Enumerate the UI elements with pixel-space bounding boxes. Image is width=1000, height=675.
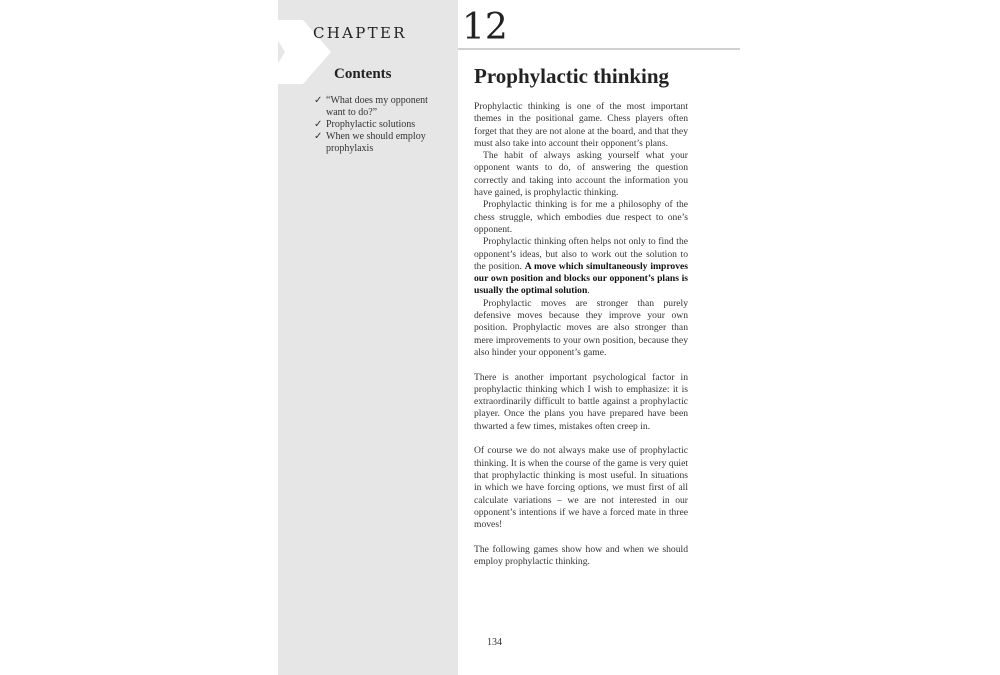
paragraph: Of course we do not always make use of prophylactic thinking. It is when the course of the game is very quiet that prophylactic thinking is most useful. In situations in which we have forcing options, we must first of all calculate variations – we are not interested in our opponent’s intentions if we have a forced mate in three moves! bbox=[474, 445, 688, 531]
contents-list bbox=[314, 95, 444, 155]
bold-emphasis: A move which simultaneously improves our own position and blocks our opponent’s plans is usually the optimal solution bbox=[474, 260, 688, 297]
paragraph: Prophylactic moves are stronger than purely defensive moves because they improve your own position. Prophylactic moves are also stronger than mere improvements to your own position, because they also hinder your opponent’s game. bbox=[474, 297, 688, 358]
paragraph: Prophylactic thinking is one of the most important themes in the positional game. Chess players often forget that they are not alone at the board, and that they must also take into account their opponent’s plans. bbox=[474, 101, 688, 149]
paragraph bbox=[474, 236, 688, 297]
paragraph: The following games show how and when we should employ prophylactic thinking. bbox=[474, 543, 688, 567]
contents-heading: Contents bbox=[334, 66, 392, 82]
contents-item-label: Prophylactic solutions bbox=[326, 119, 416, 130]
body-text bbox=[474, 101, 688, 568]
paragraph: There is another important psychological factor in prophylactic thinking which I wish to emphasize: it is extraordinarily difficult to battle against a prophylactic player. Once the plans you have prepared have been thwarted a few times, mistakes often creep in. bbox=[474, 371, 688, 432]
paragraph-text: Prophylactic thinking often helps not only to find the opponent’s ideas, but also to work out the solution to the position. bbox=[474, 236, 688, 272]
checkmark-icon: ✓ bbox=[314, 95, 323, 106]
chapter-title: Prophylactic thinking bbox=[474, 64, 670, 88]
chapter-number: 12 bbox=[462, 7, 508, 48]
header-rule bbox=[458, 48, 740, 50]
paragraph: Prophylactic thinking is for me a philosophy of the chess struggle, which embodies due respect to one’s opponent. bbox=[474, 199, 688, 235]
contents-item-label: “What does my opponent want to do?” bbox=[326, 95, 428, 118]
page-number: 134 bbox=[487, 637, 502, 648]
checkmark-icon: ✓ bbox=[314, 119, 323, 130]
checkmark-icon: ✓ bbox=[314, 131, 323, 142]
contents-item bbox=[314, 119, 444, 131]
chapter-label: CHAPTER bbox=[313, 24, 407, 42]
contents-item bbox=[314, 95, 444, 119]
contents-item bbox=[314, 131, 444, 155]
contents-item-label: When we should employ prophylaxis bbox=[326, 131, 426, 154]
paragraph: The habit of always asking yourself what your opponent wants to do, of answering the question correctly and taking into account the information you have gained, is prophylactic thinking. bbox=[474, 150, 688, 199]
paragraph-text: . bbox=[587, 285, 590, 297]
